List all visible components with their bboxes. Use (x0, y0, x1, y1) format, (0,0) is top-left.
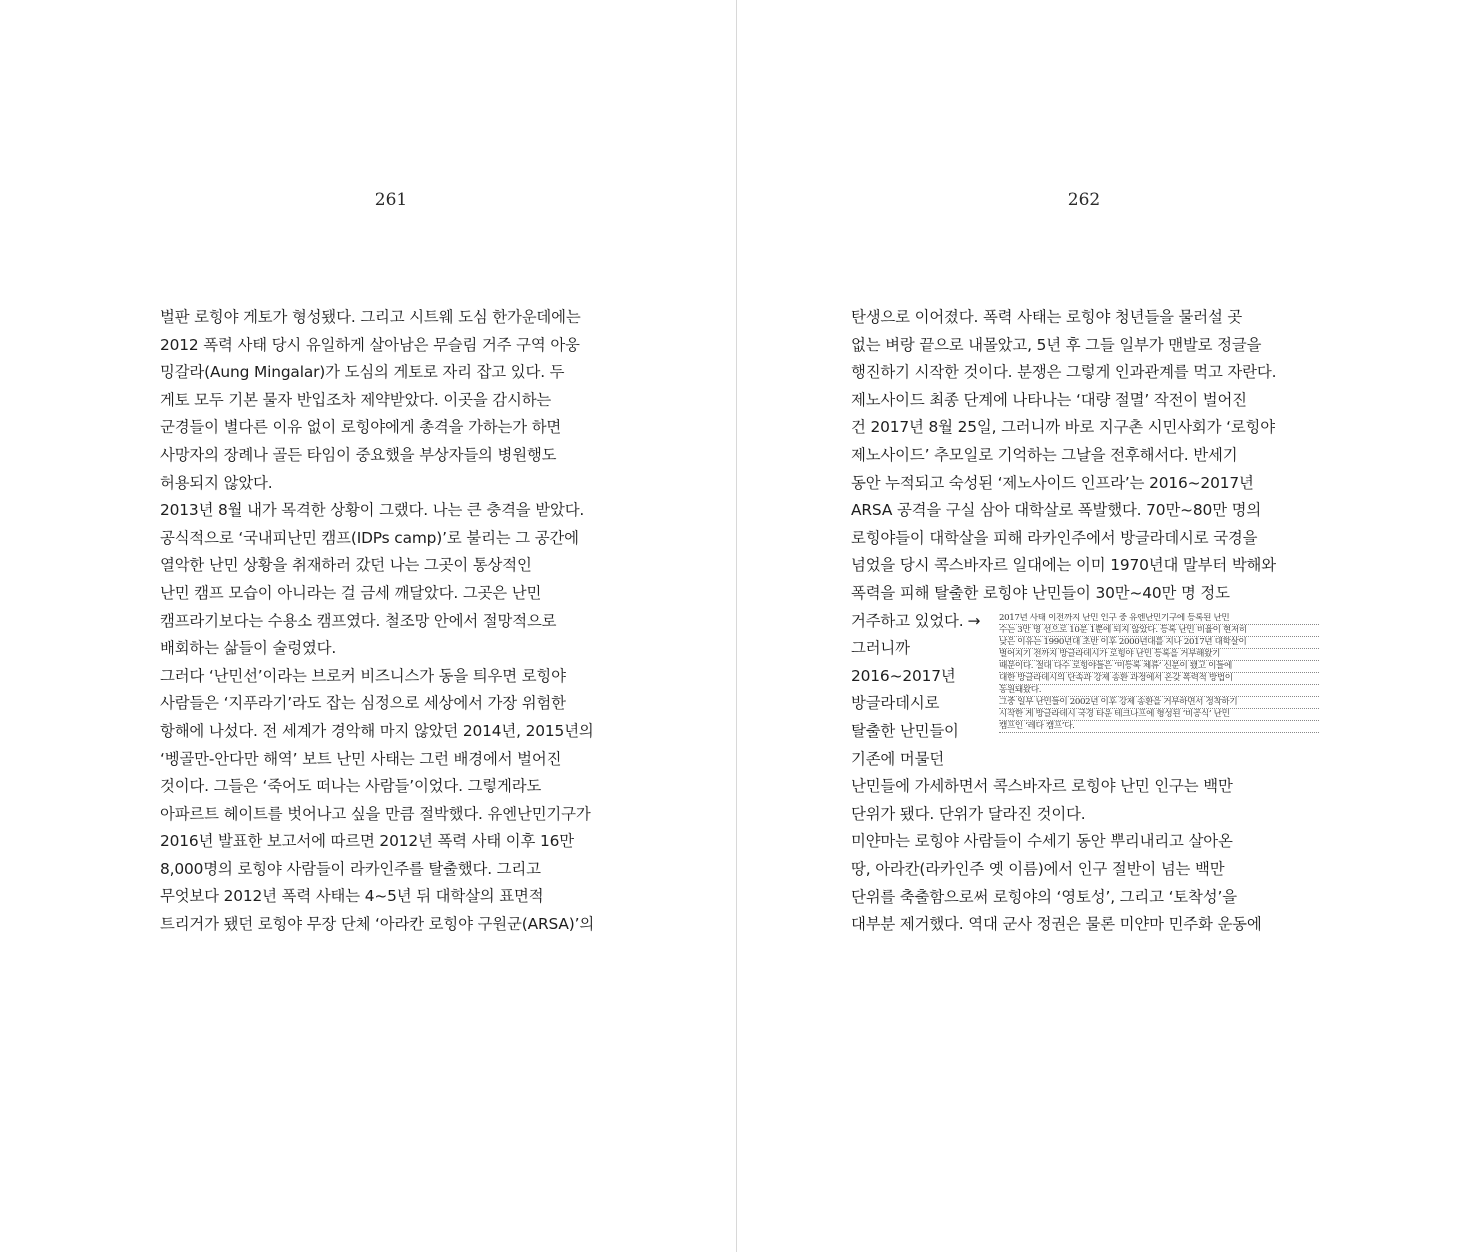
text-line: 단위가 됐다. 단위가 달라진 것이다. (851, 804, 1086, 823)
sidenote-line: 때문이다. 절대 다수 로힝야들은 ‘미등록 체류’ 신분이 됐고 이들에 (999, 661, 1319, 673)
text-line: 난민 캠프 모습이 아니라는 걸 금세 깨달았다. 그곳은 난민 (160, 583, 542, 602)
text-line: 사망자의 장례나 골든 타임이 중요했을 부상자들의 병원행도 (160, 445, 557, 464)
sidenote-line: 캠프인 ‘레다 캠프’다. (999, 721, 1319, 733)
text-line: 제노사이드’ 추모일로 기억하는 그날을 전후해서다. 반세기 (851, 445, 1238, 464)
right-body-upper (851, 304, 1321, 608)
text-line: 땅, 아라칸(라카인주 옛 이름)에서 인구 절반이 넘는 백만 (851, 859, 1225, 878)
text-line: 대부분 제거했다. 역대 군사 정권은 물론 미얀마 민주화 운동에 (851, 915, 1262, 934)
text-line: 미얀마는 로힝야 사람들이 수세기 동안 뿌리내리고 살아온 (851, 832, 1233, 851)
right-page-body (851, 304, 1321, 939)
text-line: 허용되지 않았다. (160, 473, 273, 492)
sidenote-line: 벌어지기 전까지 방글라데시가 로힝야 난민 등록을 거부해왔기 (999, 649, 1319, 661)
right-body-lower (851, 773, 1321, 939)
text-line: 것이다. 그들은 ‘죽어도 떠나는 사람들’이었다. 그렇게라도 (160, 777, 542, 796)
text-line: 폭력을 피해 탈출한 로힝야 난민들이 30만~40만 명 정도 (851, 583, 1230, 602)
page-number-left: 261 (374, 190, 408, 210)
text-line: 게토 모두 기본 물자 반입조차 제약받았다. 이곳을 감시하는 (160, 390, 552, 409)
text-line: 동안 누적되고 숙성된 ‘제노사이드 인프라’는 2016~2017년 (851, 473, 1254, 492)
text-line: 넘었을 당시 콕스바자르 일대에는 이미 1970년대 말부터 박해와 (851, 556, 1276, 575)
text-line: 탄생으로 이어졌다. 폭력 사태는 로힝야 청년들을 물러설 곳 (851, 308, 1243, 326)
page-gutter-divider (736, 0, 737, 1252)
sidenote-line: 그중 일부 난민들이 2002년 이후 강제 송환을 거부하면서 정착하기 (999, 697, 1319, 709)
text-line: 트리거가 됐던 로힝야 무장 단체 ‘아라칸 로힝야 구원군(ARSA)’의 (160, 915, 595, 934)
sidenote-anchor-text (851, 608, 1001, 774)
sidenote-row (851, 608, 1321, 774)
left-page-body (160, 304, 640, 939)
sidenote-arrow-icon: → (967, 611, 981, 630)
text-line: 방글라데시로 (851, 694, 940, 713)
text-line: 없는 벼랑 끝으로 내몰았고, 5년 후 그들 일부가 맨발로 정글을 (851, 335, 1262, 354)
text-line: 아파르트 헤이트를 벗어나고 싶을 만큼 절박했다. 유엔난민기구가 (160, 804, 591, 823)
text-line: 그러니까 (851, 639, 910, 658)
text-line: 무엇보다 2012년 폭력 사태는 4~5년 뒤 대학살의 표면적 (160, 887, 544, 906)
text-line: 2016년 발표한 보고서에 따르면 2012년 폭력 사태 이후 16만 (160, 832, 574, 851)
text-line: 로힝야들이 대학살을 피해 라카인주에서 방글라데시로 국경을 (851, 528, 1258, 547)
text-line: 단위를 축출함으로써 로힝야의 ‘영토성’, 그리고 ‘토착성’을 (851, 887, 1237, 906)
text-line: 항해에 나섰다. 전 세계가 경악해 마지 않았던 2014년, 2015년의 (160, 721, 594, 740)
sidenote-line: 수는 3만 명 선으로 10분 1뿐에 되지 않았다. 등록 난민 비율이 현저히 (999, 625, 1319, 637)
text-line: 2013년 8월 내가 목격한 상황이 그랬다. 나는 큰 충격을 받았다. (160, 501, 585, 520)
sidenote-line: 시작한 게 방글라데시 국경 타운 테크나프에 형성된 ‘비공식’ 난민 (999, 709, 1319, 721)
text-line: 그러다 ‘난민선’이라는 브로커 비즈니스가 동을 틔우면 로힝야 (160, 666, 566, 685)
text-line: 8,000명의 로힝야 사람들이 라카인주를 탈출했다. 그리고 (160, 859, 541, 878)
text-line: 캠프라기보다는 수용소 캠프였다. 철조망 안에서 절망적으로 (160, 611, 557, 630)
text-line: 열악한 난민 상황을 취재하러 갔던 나는 그곳이 통상적인 (160, 556, 532, 575)
sidenote-line: 동원돼왔다. (999, 685, 1319, 697)
text-line: 건 2017년 8월 25일, 그러니까 바로 지구촌 시민사회가 ‘로힝야 (851, 418, 1275, 437)
text-line: 사람들은 ‘지푸라기’라도 잡는 심정으로 세상에서 가장 위험한 (160, 694, 566, 713)
text-line: 탈출한 난민들이 (851, 721, 959, 740)
text-line: ‘벵골만-안다만 해역’ 보트 난민 사태는 그런 배경에서 벌어진 (160, 749, 562, 768)
sidenote-line: 낮은 이유는 1990년대 초반 이후 2000년대를 지나 2017년 대학살이 (999, 637, 1319, 649)
text-line: 기존에 머물던 (851, 749, 945, 768)
sidenote-box (999, 613, 1319, 733)
text-line: ARSA 공격을 구실 삼아 대학살로 폭발했다. 70만~80만 명의 (851, 501, 1262, 520)
text-line: 난민들에 가세하면서 콕스바자르 로힝야 난민 인구는 백만 (851, 777, 1233, 796)
text-line: 밍갈라(Aung Mingalar)가 도심의 게토로 자리 잡고 있다. 두 (160, 363, 565, 382)
page-number-right: 262 (1067, 190, 1101, 210)
text-line: 2012 폭력 사태 당시 유일하게 살아남은 무슬림 거주 구역 아웅 (160, 335, 580, 354)
text-line: 배회하는 삶들이 술렁였다. (160, 639, 337, 658)
text-line: 벌판 로힝야 게토가 형성됐다. 그리고 시트웨 도심 한가운데에는 (160, 308, 581, 326)
text-line: 제노사이드 최종 단계에 나타나는 ‘대량 절멸’ 작전이 벌어진 (851, 390, 1247, 409)
text-line: 2016~2017년 (851, 666, 956, 685)
text-line: 거주하고 있었다. → (851, 611, 981, 630)
text-line: 공식적으로 ‘국내피난민 캠프(IDPs camp)’로 불리는 그 공간에 (160, 528, 579, 547)
text-line: 군경들이 별다른 이유 없이 로힝야에게 총격을 가하는가 하면 (160, 418, 562, 437)
sidenote-line: 2017년 사태 이전까지 난민 인구 중 유엔난민기구에 등록된 난민 (999, 613, 1319, 625)
sidenote-line: 대한 방글라데시의 단속과 강제 송환 과정에서 온갖 폭력적 방법이 (999, 673, 1319, 685)
text-line: 행진하기 시작한 것이다. 분쟁은 그렇게 인과관계를 먹고 자란다. (851, 363, 1277, 382)
